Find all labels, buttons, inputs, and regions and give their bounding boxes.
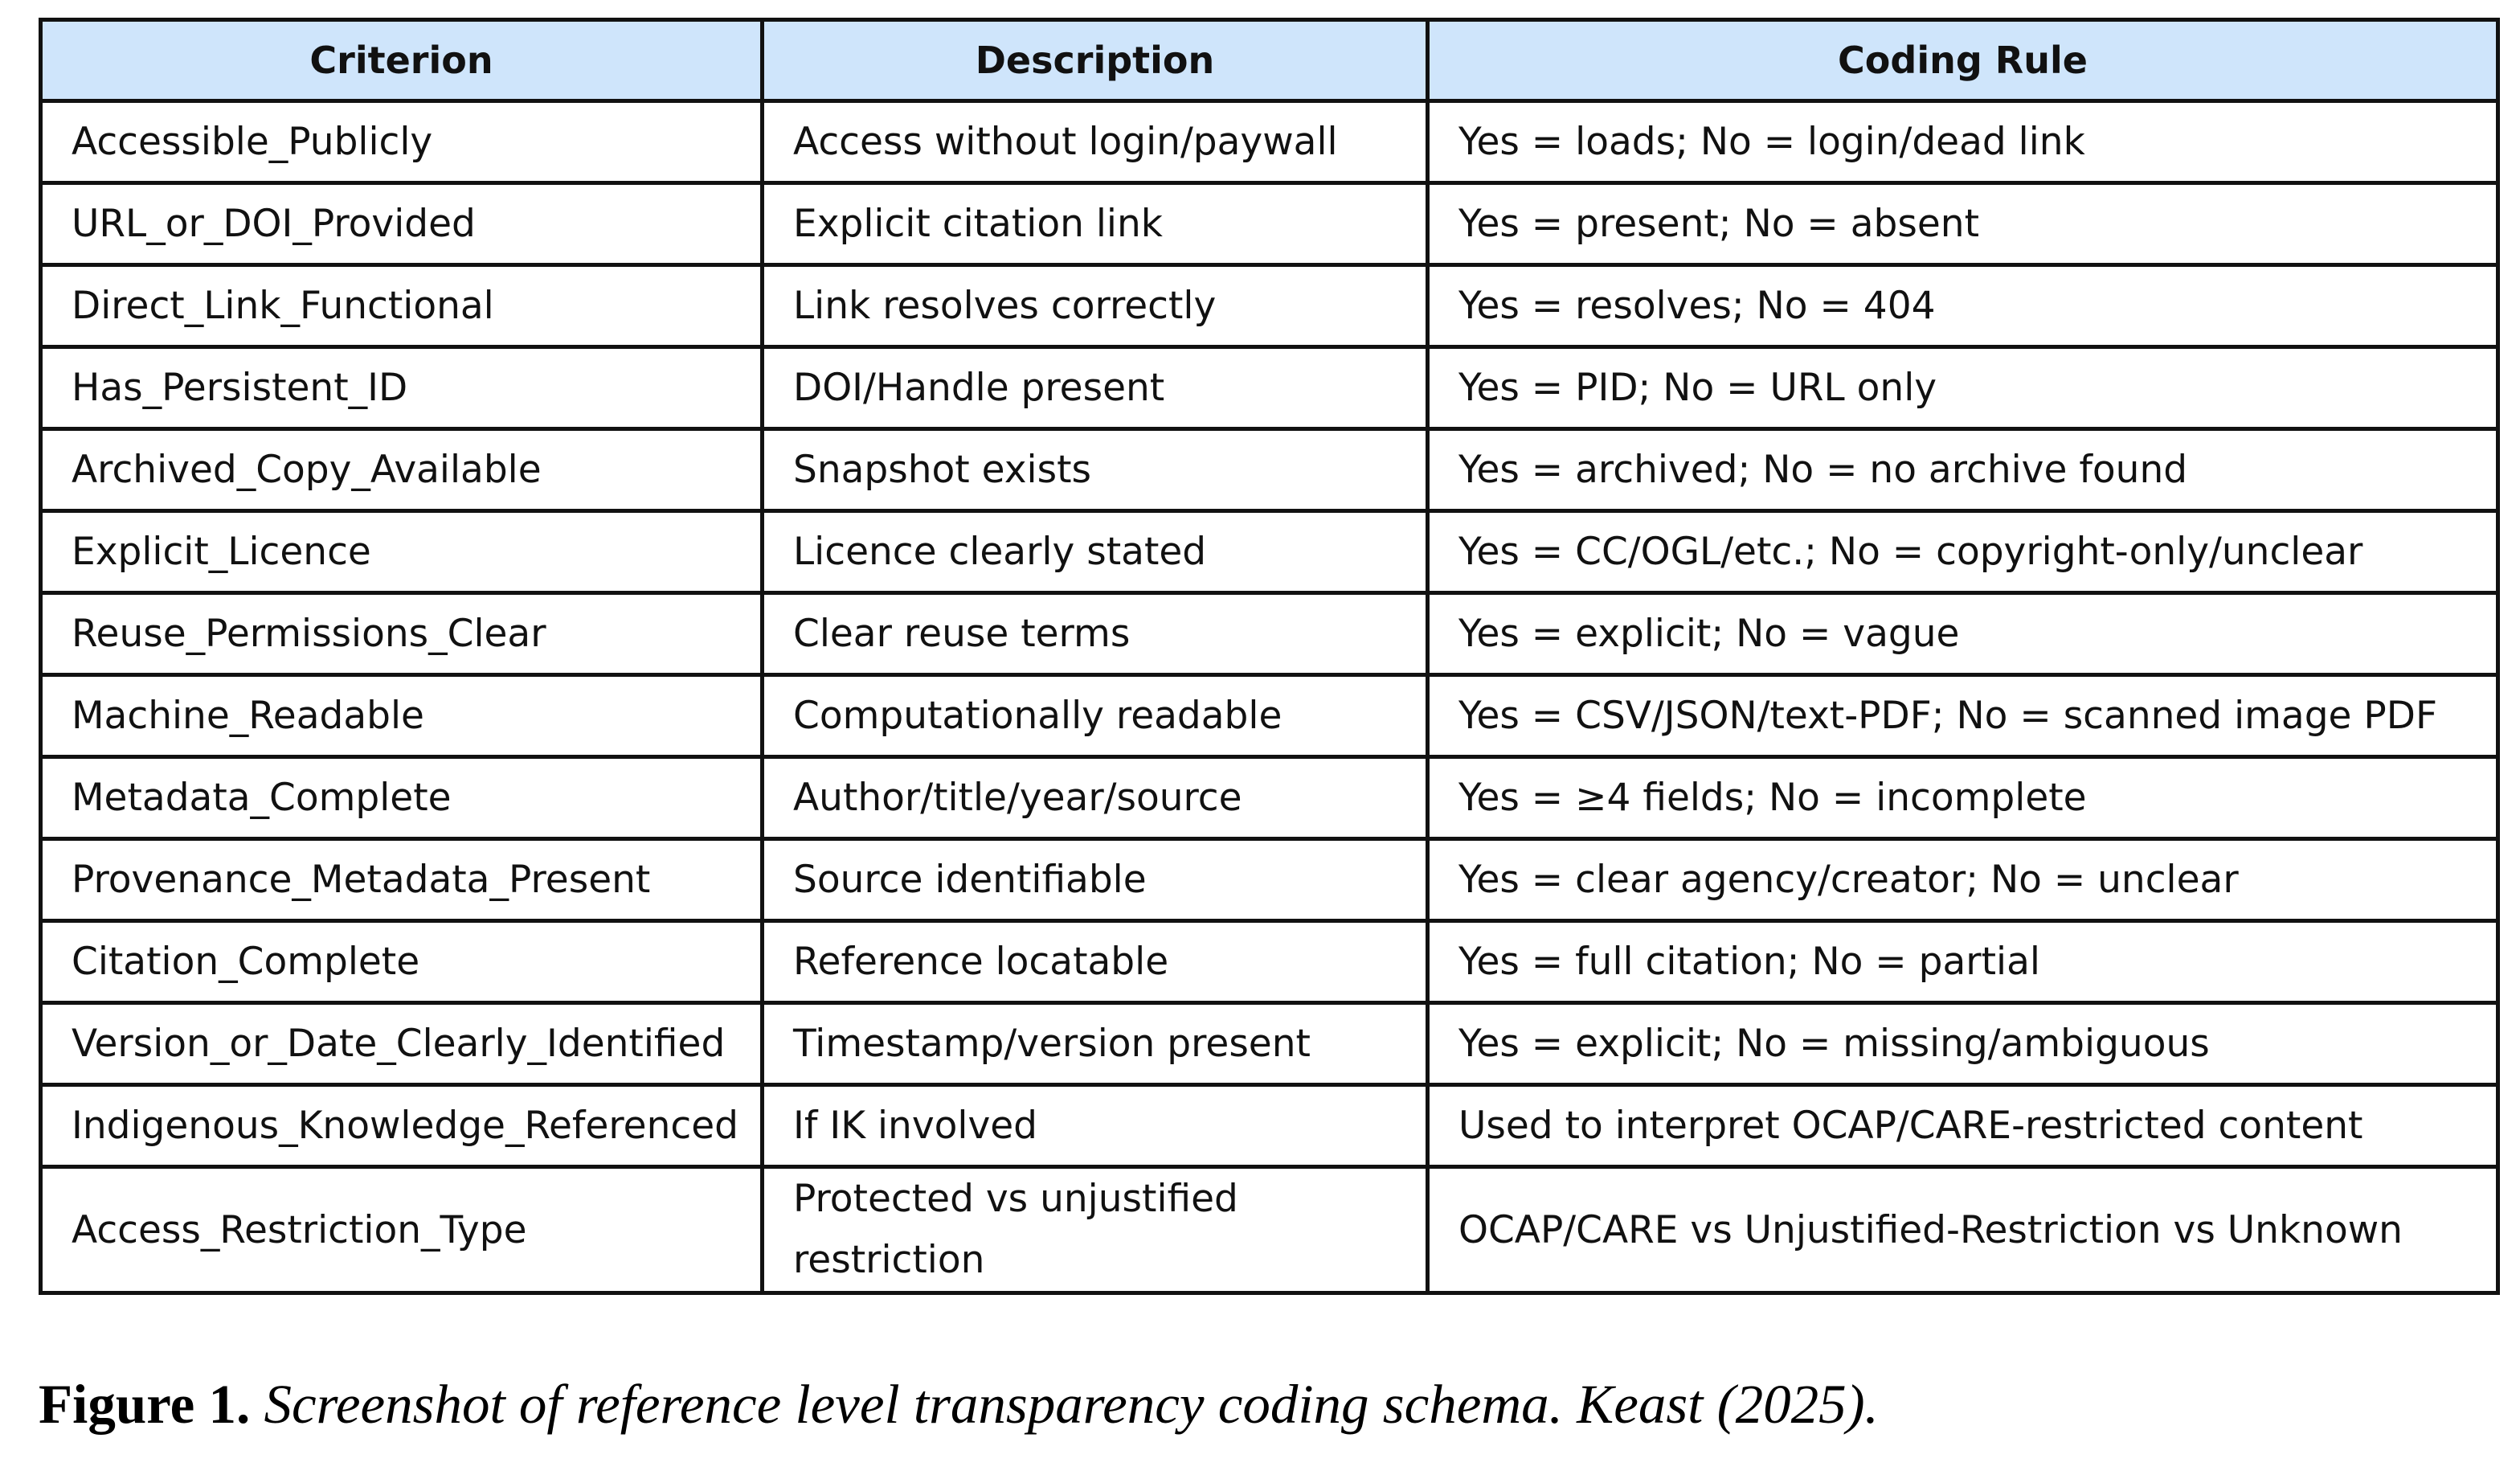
- criterion-cell: Direct_Link_Functional: [41, 265, 763, 347]
- criterion-cell: Version_or_Date_Clearly_Identified: [41, 1003, 763, 1085]
- coding-rule-cell: OCAP/CARE vs Unjustified-Restriction vs Unknown: [1428, 1167, 2498, 1293]
- coding-rule-cell: Yes = resolves; No = 404: [1428, 265, 2498, 347]
- coding-rule-cell: Yes = explicit; No = vague: [1428, 593, 2498, 675]
- coding-rule-cell: Yes = PID; No = URL only: [1428, 347, 2498, 429]
- criterion-cell: Metadata_Complete: [41, 757, 763, 839]
- coding-rule-cell: Yes = explicit; No = missing/ambiguous: [1428, 1003, 2498, 1085]
- description-cell: Clear reuse terms: [763, 593, 1428, 675]
- table-row: [41, 675, 2498, 757]
- coding-rule-cell: Yes = clear agency/creator; No = unclear: [1428, 839, 2498, 921]
- description-cell: Reference locatable: [763, 921, 1428, 1003]
- criterion-cell: Explicit_Licence: [41, 511, 763, 593]
- criterion-cell: Access_Restriction_Type: [41, 1167, 763, 1293]
- table-row: [41, 511, 2498, 593]
- figure-caption-text: Screenshot of reference level transparency coding schema. Keast (2025).: [264, 1374, 1879, 1435]
- description-cell: Licence clearly stated: [763, 511, 1428, 593]
- table-row: [41, 593, 2498, 675]
- table-header: [41, 20, 2498, 101]
- table-row: [41, 839, 2498, 921]
- criterion-cell: Archived_Copy_Available: [41, 429, 763, 511]
- description-cell: Access without login/paywall: [763, 101, 1428, 183]
- table-row: [41, 921, 2498, 1003]
- description-cell: Computationally readable: [763, 675, 1428, 757]
- criterion-cell: Machine_Readable: [41, 675, 763, 757]
- description-cell: Protected vs unjustified restriction: [763, 1167, 1428, 1293]
- table-row: [41, 347, 2498, 429]
- description-cell: Source identifiable: [763, 839, 1428, 921]
- description-cell: Author/title/year/source: [763, 757, 1428, 839]
- table-row: [41, 265, 2498, 347]
- description-cell: Link resolves correctly: [763, 265, 1428, 347]
- header-coding-rule: Coding Rule: [1428, 20, 2498, 101]
- criterion-cell: Reuse_Permissions_Clear: [41, 593, 763, 675]
- table-row: [41, 101, 2498, 183]
- coding-rule-cell: Used to interpret OCAP/CARE-restricted content: [1428, 1085, 2498, 1167]
- header-description: Description: [763, 20, 1428, 101]
- header-row: [41, 20, 2498, 101]
- table-body: [41, 101, 2498, 1293]
- description-cell: DOI/Handle present: [763, 347, 1428, 429]
- table-row: [41, 429, 2498, 511]
- coding-rule-cell: Yes = archived; No = no archive found: [1428, 429, 2498, 511]
- header-criterion: Criterion: [41, 20, 763, 101]
- coding-rule-cell: Yes = ≥4 fields; No = incomplete: [1428, 757, 2498, 839]
- description-cell: Explicit citation link: [763, 183, 1428, 265]
- coding-rule-cell: Yes = full citation; No = partial: [1428, 921, 2498, 1003]
- table-row: [41, 1003, 2498, 1085]
- criterion-cell: Indigenous_Knowledge_Referenced: [41, 1085, 763, 1167]
- criterion-cell: Citation_Complete: [41, 921, 763, 1003]
- description-cell: Snapshot exists: [763, 429, 1428, 511]
- coding-rule-cell: Yes = loads; No = login/dead link: [1428, 101, 2498, 183]
- figure-caption: [39, 1373, 1879, 1436]
- coding-rule-cell: Yes = CC/OGL/etc.; No = copyright-only/unclear: [1428, 511, 2498, 593]
- table-row: [41, 757, 2498, 839]
- criterion-cell: Has_Persistent_ID: [41, 347, 763, 429]
- coding-schema-table: [39, 18, 2500, 1295]
- figure-caption-label: Figure 1.: [39, 1374, 251, 1435]
- coding-rule-cell: Yes = CSV/JSON/text-PDF; No = scanned image PDF: [1428, 675, 2498, 757]
- criterion-cell: Accessible_Publicly: [41, 101, 763, 183]
- table-row: [41, 183, 2498, 265]
- table-row: [41, 1085, 2498, 1167]
- description-cell: Timestamp/version present: [763, 1003, 1428, 1085]
- criterion-cell: URL_or_DOI_Provided: [41, 183, 763, 265]
- description-cell: If IK involved: [763, 1085, 1428, 1167]
- coding-rule-cell: Yes = present; No = absent: [1428, 183, 2498, 265]
- criterion-cell: Provenance_Metadata_Present: [41, 839, 763, 921]
- table-row: [41, 1167, 2498, 1293]
